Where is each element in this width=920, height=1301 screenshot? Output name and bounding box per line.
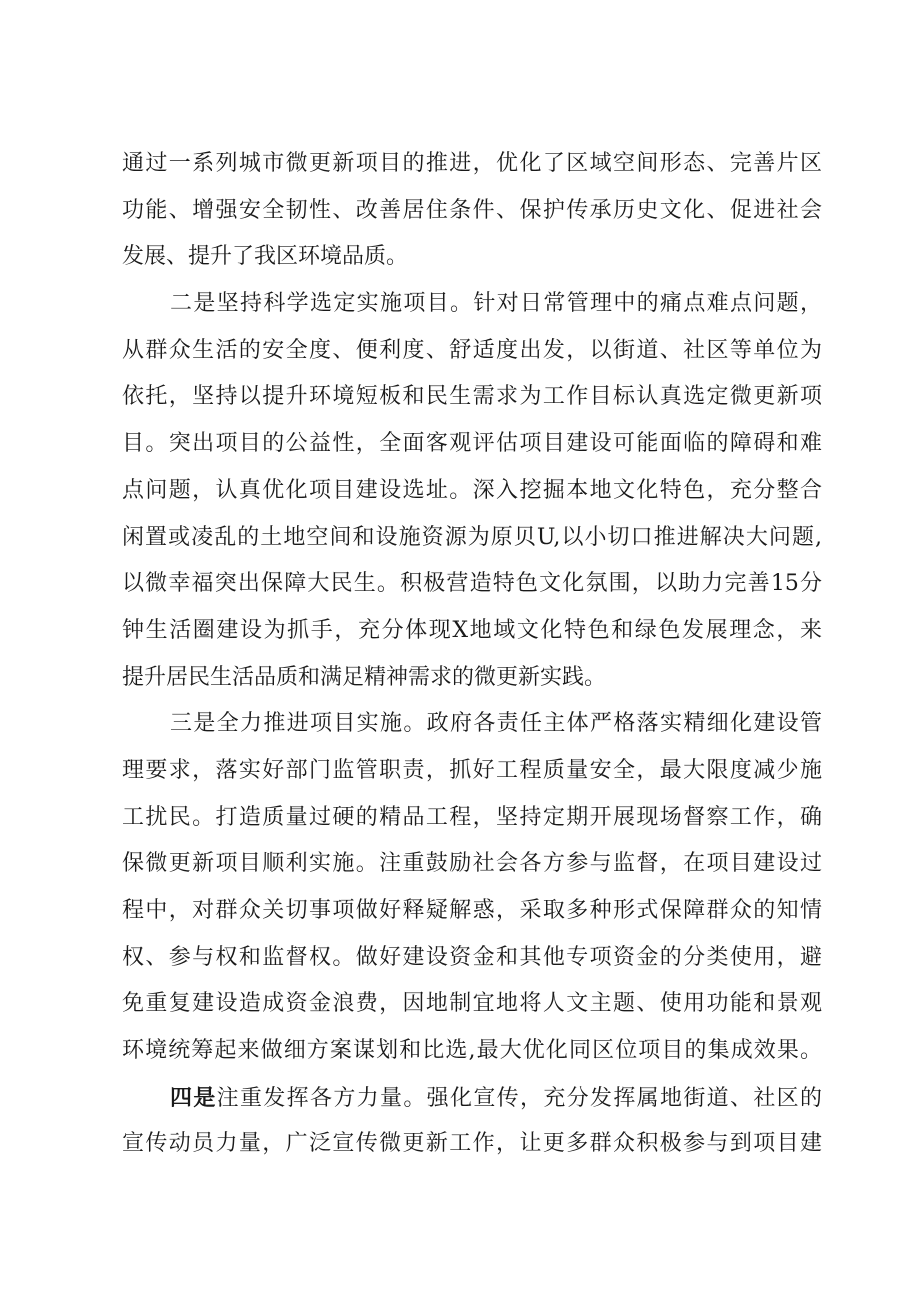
line-text: 工扰民。打造质量过硬的精品工程，坚持定期开展现场督察工作，确 xyxy=(122,804,822,830)
text-line xyxy=(122,655,822,702)
text-line xyxy=(122,374,822,421)
text-line xyxy=(122,468,822,515)
line-text: 理要求，落实好部门监管职责，抓好工程质量安全，最大限度减少施 xyxy=(122,757,822,783)
document-body xyxy=(122,141,822,1168)
line-text: 点问题，认真优化项目建设选址。深入挖掘本地文化特色，充分整合 xyxy=(122,477,822,503)
text-line xyxy=(122,888,822,935)
paragraph-lead: 四是 xyxy=(170,1084,217,1111)
line-text: 权、参与权和监督权。做好建设资金和其他专项资金的分类使用，避 xyxy=(122,944,822,970)
line-text: 发展、提升了我区环境品质。 xyxy=(122,244,409,270)
line-text: 功能、增强安全韧性、改善居住条件、保护传承历史文化、促进社会 xyxy=(122,197,822,223)
text-line xyxy=(122,561,822,608)
line-text: 注重发挥各方力量。强化宣传，充分发挥属地街道、社区的 xyxy=(216,1085,822,1111)
text-line xyxy=(122,281,822,328)
text-line xyxy=(122,795,822,842)
text-line xyxy=(122,981,822,1028)
line-text: 从群众生活的安全度、便利度、舒适度出发，以街道、社区等单位为 xyxy=(122,337,822,363)
line-text: 保微更新项目顺利实施。注重鼓励社会各方参与监督，在项目建设过 xyxy=(122,851,822,877)
text-line xyxy=(122,421,822,468)
text-line xyxy=(122,328,822,375)
line-text: 以微幸福突出保障大民生。积极营造特色文化氛围，以助力完善15分 xyxy=(122,571,822,597)
line-text: 二是坚持科学选定实施项目。针对日常管理中的痛点难点问题， xyxy=(170,291,822,317)
text-line xyxy=(122,701,822,748)
line-text: 闲置或凌乱的土地空间和设施资源为原贝U,以小切口推进解决大问题, xyxy=(122,524,822,550)
line-text: 目。突出项目的公益性，全面客观评估项目建设可能面临的障碍和难 xyxy=(122,431,822,457)
text-line xyxy=(122,748,822,795)
text-line xyxy=(122,1075,822,1122)
line-text: 环境统筹起来做细方案谋划和比选,最大优化同区位项目的集成效果。 xyxy=(122,1038,822,1064)
line-text: 宣传动员力量，广泛宣传微更新工作，让更多群众积极参与到项目建 xyxy=(122,1131,822,1157)
text-line xyxy=(122,608,822,655)
text-line xyxy=(122,935,822,982)
line-text: 免重复建设造成资金浪费，因地制宜地将人文主题、使用功能和景观 xyxy=(122,991,822,1017)
text-line xyxy=(122,234,822,281)
text-line xyxy=(122,141,822,188)
line-text: 钟生活圈建设为抓手，充分体现X地域文化特色和绿色发展理念，来 xyxy=(122,617,822,643)
text-line xyxy=(122,1121,822,1168)
text-line xyxy=(122,188,822,235)
text-line xyxy=(122,1028,822,1075)
line-text: 依托，坚持以提升环境短板和民生需求为工作目标认真选定微更新项 xyxy=(122,384,822,410)
text-line xyxy=(122,515,822,562)
line-text: 提升居民生活品质和满足精神需求的微更新实践。 xyxy=(122,664,607,690)
line-text: 程中，对群众关切事项做好释疑解惑，采取多种形式保障群众的知情 xyxy=(122,898,822,923)
line-text: 三是全力推进项目实施。政府各责任主体严格落实精细化建设管 xyxy=(170,711,822,737)
line-text: 通过一系列城市微更新项目的推进，优化了区域空间形态、完善片区 xyxy=(122,151,822,176)
text-line xyxy=(122,841,822,888)
